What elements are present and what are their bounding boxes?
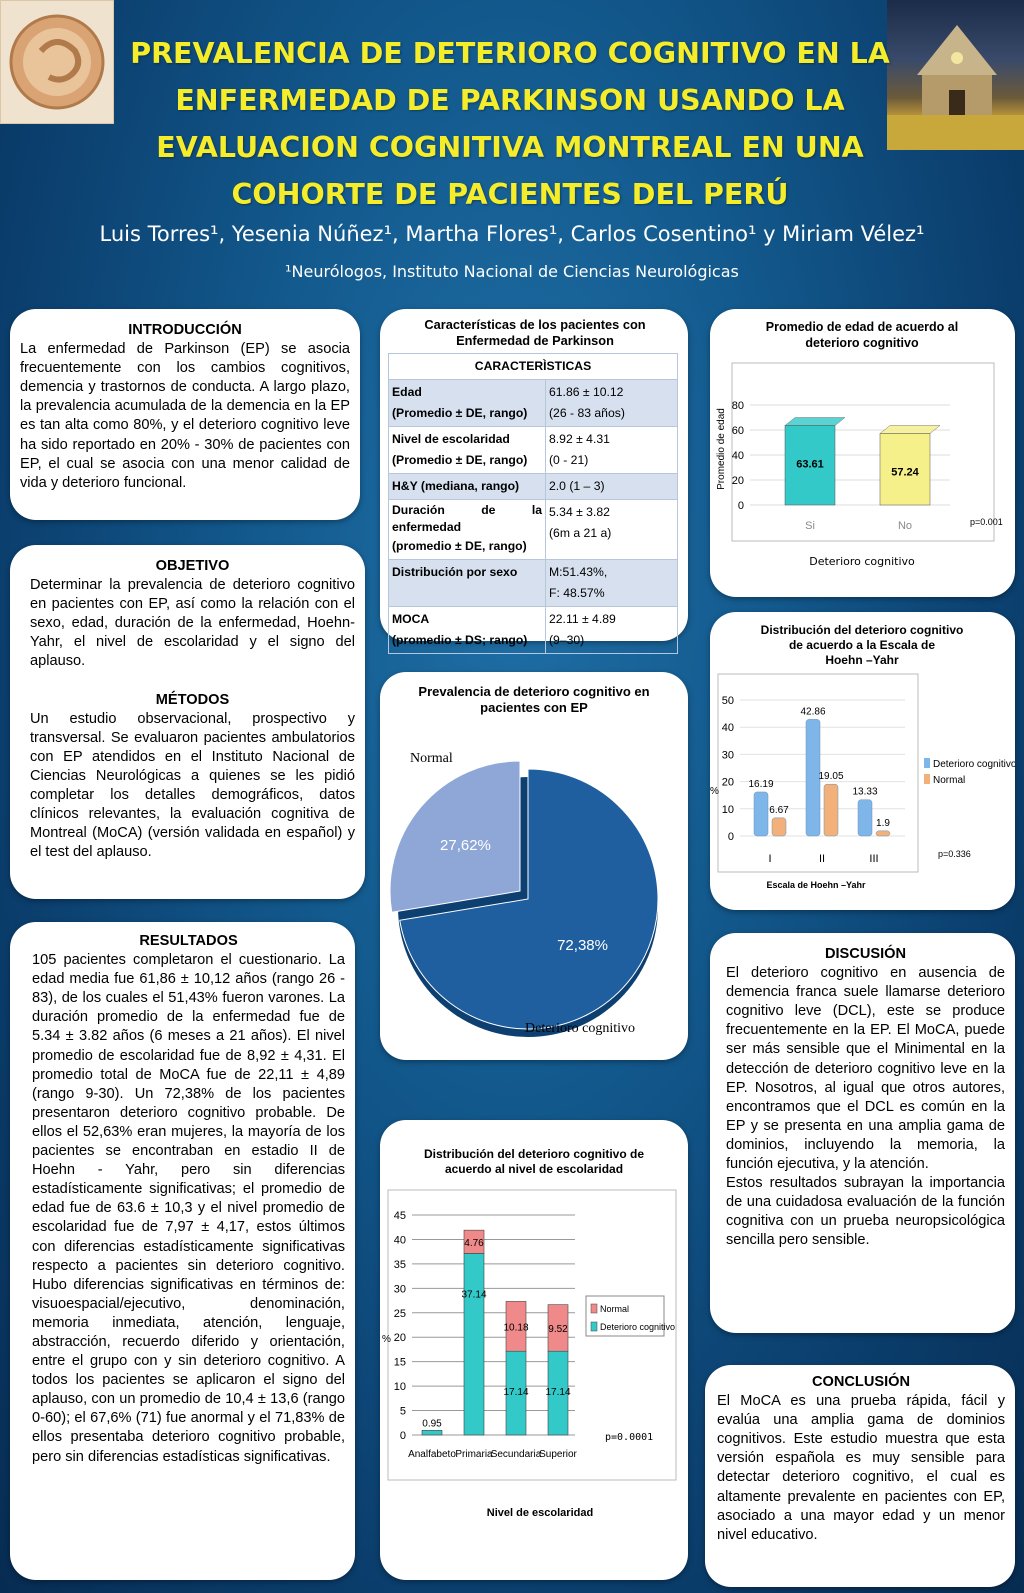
row-label: Distribución por sexo	[392, 565, 518, 579]
esc-legend-swatch	[591, 1322, 597, 1331]
esc-title-line: acuerdo al nivel de escolaridad	[444, 1162, 624, 1176]
edad-title-line: Promedio de edad de acuerdo al	[765, 320, 959, 334]
edad-chart	[710, 309, 1015, 597]
edad-pvalue: p=0.001	[970, 517, 1003, 527]
esc-legend-swatch	[591, 1304, 597, 1313]
institution-logo	[0, 0, 114, 124]
hy-y-tick: 40	[721, 722, 734, 735]
hy-bar	[824, 784, 838, 836]
row-label-sub: (promedio ± DE, rango)	[392, 539, 527, 553]
table-row	[389, 380, 678, 427]
row-label: MOCA	[392, 612, 430, 626]
edad-x-label: Deterioro cognitivo	[809, 555, 915, 568]
building-photo	[887, 0, 1024, 150]
discusion-panel	[710, 933, 1015, 1333]
hy-x-tick: I	[768, 853, 772, 865]
row-value: 61.86 ± 10.12	[549, 385, 624, 399]
title-line: ENFERMEDAD DE PARKINSON USANDO LA	[175, 84, 845, 117]
affiliation: ¹Neurólogos, Instituto Nacional de Ciencias Neurológicas	[285, 262, 739, 281]
esc-y-label: %	[382, 1334, 391, 1345]
hy-legend-swatch	[924, 758, 930, 768]
hy-y-tick: 20	[721, 776, 734, 789]
row-value-sub: F: 48.57%	[549, 586, 605, 600]
esc-y-tick: 30	[393, 1283, 406, 1296]
row-label-sub: (promedio ± DS; rango)	[392, 633, 528, 647]
table-row	[389, 607, 678, 654]
resultados-text: 105 pacientes completaron el cuestionario. La edad media fue 61,86 ± 10,12 años (rango 26 - 83), de los cuales el 51,43% fueron varones. La duración promedio de la enfermedad fue de 5.34 ± 3.82 años (6 meses a 21 años). El nivel promedio de escolaridad fue de 8,92 ± 4,31. El promedio total de MoCA fue de 22,11 ± 4,89 (rango 9-30). Un 72,38% de los pacientes presentaron deterioro cognitivo probable. De ellos el 52,63% eran mujeres, la mayoría de los pacientes se encontraban en estadio II de Hoehn - Yahr, pero sin diferencias estadísticamente significativas; el promedio de edad fue de 63.6 ± 10,3 y el nivel promedio de escolaridad fue de 7,97 ± 4,17, estos últimos con diferencias estadísticamente significativas respecto a pacientes sin deterioro cognitivo. Hubo diferencias significativas en términos de: visuoespacial/ejecutivo, denominación, memoria inmediata, atención, lenguaje, abstracción, recuerdo diferido y orientación, entre el grupo con y sin deterioro cognitivo. A todos los pacientes se aplicaron el signo del aplauso, con un promedio de 10,4 ± 13,6 (rango 0-60); el 67,6% (71) fue anormal y el 71,83% de ellos presentaba deterioro cognitivo probable, pero sin diferencias estadísticas significativas.	[32, 952, 345, 1465]
esc-y-tick: 40	[393, 1234, 406, 1247]
hy-legend-label: Deterioro cognitivo	[933, 759, 1015, 770]
hy-pvalue: p=0.336	[938, 849, 971, 859]
edad-bar-top	[880, 425, 940, 433]
metodos-text: Un estudio observacional, prospectivo y transversal. Se evaluaron pacientes ambulatorios con EP atendidos en el Instituto Nacional de Ciencias Neurológicas a quienes se les pidió completar los detalles demográficos, datos clínicos relevantes, la evaluación cognitiva de Montreal (MoCA) (versión validada en español) y el test del aplauso.	[30, 710, 355, 861]
row-value: M:51.43%,	[549, 565, 608, 579]
esc-bar-value: 0.95	[422, 1418, 442, 1430]
esc-bar-value: 10.18	[503, 1322, 529, 1334]
esc-y-tick: 45	[393, 1210, 406, 1222]
hoehn-panel	[710, 612, 1015, 910]
pie-title-line: Prevalencia de deterioro cognitivo en	[418, 684, 650, 699]
row-label-sub: (Promedio ± DE, rango)	[392, 453, 528, 467]
conclusion-panel	[705, 1365, 1015, 1587]
building-icon	[887, 0, 1024, 150]
pie-chart	[380, 672, 688, 1060]
pie-value-label: 72,38%	[557, 937, 608, 955]
esc-bar-value: 17.14	[545, 1387, 571, 1399]
row-label-sub: (Promedio ± DE, rango)	[392, 406, 528, 420]
hy-bar-value: 16.19	[748, 778, 774, 790]
hy-bar-value: 6.67	[769, 804, 789, 816]
intro-heading: INTRODUCCIÓN	[128, 322, 242, 338]
edad-y-tick: 40	[731, 450, 744, 462]
hy-y-tick: 50	[721, 695, 734, 707]
esc-x-label: Nivel de escolaridad	[486, 1507, 594, 1519]
pie-panel	[380, 672, 688, 1060]
hy-title-line: de acuerdo a la Escala de	[788, 638, 936, 652]
edad-bar-top	[785, 417, 845, 425]
table-row	[389, 560, 678, 607]
hy-x-tick: III	[869, 853, 879, 865]
characteristics-table	[388, 353, 678, 654]
hy-title-line: Distribución del deterioro cognitivo	[760, 623, 964, 637]
pie-legend-normal: Normal	[410, 751, 453, 766]
title-line: COHORTE DE PACIENTES DEL PERÚ	[231, 178, 789, 211]
hy-bar-value: 13.33	[852, 786, 878, 798]
esc-legend-label: Deterioro cognitivo	[600, 1322, 676, 1332]
title-line: EVALUACION COGNITIVA MONTREAL EN UNA	[156, 131, 864, 164]
resultados-heading: RESULTADOS	[139, 933, 238, 949]
edad-y-tick: 60	[731, 425, 744, 437]
edad-bar-value: 63.61	[796, 458, 824, 471]
hy-legend-label: Normal	[933, 775, 966, 786]
hy-y-label: %	[710, 786, 719, 797]
row-label: Edad	[392, 385, 422, 399]
escolaridad-panel	[380, 1120, 688, 1580]
esc-bar-value: 37.14	[461, 1289, 487, 1301]
discusion-heading: DISCUSIÓN	[824, 946, 907, 962]
esc-y-tick: 5	[399, 1405, 406, 1418]
table-title: Características de los pacientes con Enfermedad de Parkinson	[424, 317, 646, 348]
hy-bar	[858, 800, 872, 836]
objetivo-metodos-panel	[10, 545, 365, 899]
esc-x-tick: Primaria	[455, 1449, 493, 1460]
edad-y-tick: 80	[731, 400, 744, 412]
row-label: Duración de la enfermedad	[392, 503, 542, 534]
hy-bar	[876, 831, 890, 836]
edad-y-label: Promedio de edad	[716, 408, 727, 490]
esc-pvalue: p=0.0001	[605, 1432, 654, 1443]
resultados-panel	[10, 922, 355, 1580]
esc-y-tick: 25	[393, 1307, 406, 1320]
hy-y-tick: 0	[727, 831, 734, 843]
title-line: PREVALENCIA DE DETERIORO COGNITIVO EN LA	[130, 37, 890, 70]
intro-text: La enfermedad de Parkinson (EP) se asocia frecuentemente con los cambios cognitivos, demencia y trastornos de conducta. A largo plazo, la prevalencia acumulada de la demencia en la EP es tan alta como 80%, y el deterioro cognitivo leve ha sido reportado en 20% - 30% de pacientes con EP, el cual se asocia con una menor calidad de vida y deterioro funcional.	[20, 341, 350, 491]
row-value: 8.92 ± 4.31	[549, 432, 610, 446]
conclusion-text: El MoCA es una prueba rápida, fácil y evalúa una amplia gama de dominios cognitivos. Este estudio muestra que esta versión española es muy sensible para detectar deterioro cognitivo, el cual es altamente prevalente en pacientes con EP, asociado a una mayor edad y un menor nivel educativo.	[717, 1393, 1005, 1543]
authors: Luis Torres¹, Yesenia Núñez¹, Martha Flores¹, Carlos Cosentino¹ y Miriam Vélez¹	[99, 222, 925, 246]
esc-y-tick: 20	[393, 1332, 406, 1345]
table-panel	[380, 309, 688, 647]
hy-title-line: Hoehn –Yahr	[825, 653, 899, 667]
objetivo-heading: OBJETIVO	[155, 558, 230, 574]
table-row	[389, 474, 678, 500]
row-value: 5.34 ± 3.82	[549, 505, 610, 519]
poster-title	[120, 30, 900, 218]
esc-y-tick: 10	[393, 1381, 406, 1394]
esc-x-tick: Superior	[539, 1449, 577, 1460]
pie-value-label: 27,62%	[440, 836, 491, 854]
edad-plot-frame	[732, 363, 994, 541]
metodos-heading: MÉTODOS	[155, 691, 230, 708]
edad-x-tick: No	[897, 520, 913, 532]
edad-panel	[710, 309, 1015, 597]
esc-bar-value: 4.76	[464, 1237, 484, 1249]
esc-bar-segment	[464, 1253, 484, 1435]
edad-title-line: deterioro cognitivo	[805, 336, 919, 350]
brain-logo-icon	[1, 1, 113, 123]
esc-x-tick: Analfabeto	[408, 1449, 456, 1460]
row-value-sub: (0 - 21)	[549, 453, 589, 467]
row-value-sub: (6m a 21 a)	[549, 526, 612, 540]
esc-bar-value: 9.52	[548, 1323, 568, 1335]
row-value: 2.0 (1 – 3)	[549, 479, 605, 493]
hy-y-tick: 30	[721, 749, 734, 762]
esc-title-line: Distribución del deterioro cognitivo de	[423, 1147, 645, 1161]
discusion-text-2: Estos resultados subrayan la importancia de una cuidadosa evaluación de la función cognitiva con un prueba neuropsicológica sencilla pero sensible.	[726, 1175, 1005, 1249]
objetivo-text: Determinar la prevalencia de deterioro cognitivo en pacientes con EP, así como la relación con el sexo, edad, duración de la enfermedad, Hoehn-Yahr, el nivel de escolaridad y el signo del aplauso.	[30, 577, 355, 670]
edad-x-tick: Si	[805, 520, 815, 532]
esc-y-tick: 0	[399, 1430, 406, 1442]
discusion-text-1: El deterioro cognitivo en ausencia de demencia franca suele llamarse deterioro cognitivo leve (DCL), este se produce frecuentemente en la EP. El MoCA, puede ser más sensible que el Minimental en la detección de deterioro cognitivo leve en la EP. Nosotros, al igual que otros autores, encontramos que el DCL es común en la EP y se presenta en una amplia gama de dominios, incluyendo la memoria, la función ejecutiva, y la atención.	[726, 965, 1005, 1173]
esc-y-tick: 15	[393, 1356, 406, 1369]
row-value-sub: (9–30)	[549, 633, 585, 647]
hy-bar-value: 1.9	[876, 817, 890, 829]
intro-panel	[10, 309, 360, 520]
esc-legend-label: Normal	[600, 1304, 630, 1314]
edad-y-tick: 20	[731, 475, 744, 487]
pie-title-line: pacientes con EP	[480, 700, 588, 715]
row-value-sub: (26 - 83 años)	[549, 406, 625, 420]
table-row	[389, 427, 678, 474]
esc-x-tick: Secundaria	[490, 1449, 542, 1460]
escolaridad-chart	[380, 1120, 688, 1580]
row-label: Nivel de escolaridad	[392, 432, 510, 446]
esc-bar-segment	[422, 1430, 442, 1435]
hy-bar	[754, 792, 768, 836]
hoehn-yahr-chart	[710, 612, 1015, 910]
table-header: CARACTERÌSTICAS	[389, 354, 678, 380]
hy-x-label: Escala de Hoehn –Yahr	[766, 880, 866, 890]
hy-y-tick: 10	[721, 803, 734, 816]
pie-legend-deterioro: Deterioro cognitivo	[525, 1021, 636, 1036]
row-value: 22.11 ± 4.89	[549, 612, 616, 626]
conclusion-heading: CONCLUSIÓN	[811, 1374, 911, 1390]
esc-bar-value: 17.14	[503, 1387, 529, 1399]
hy-bar-value: 42.86	[800, 706, 826, 718]
row-label: H&Y (mediana, rango)	[392, 479, 520, 493]
edad-y-tick: 0	[737, 500, 744, 512]
hy-legend-swatch	[924, 774, 930, 784]
hy-bar	[772, 818, 786, 836]
hy-bar-value: 19.05	[818, 771, 844, 783]
table-row	[389, 500, 678, 560]
esc-y-tick: 35	[393, 1258, 406, 1271]
hy-x-tick: II	[818, 853, 826, 865]
edad-bar-value: 57.24	[891, 466, 919, 479]
